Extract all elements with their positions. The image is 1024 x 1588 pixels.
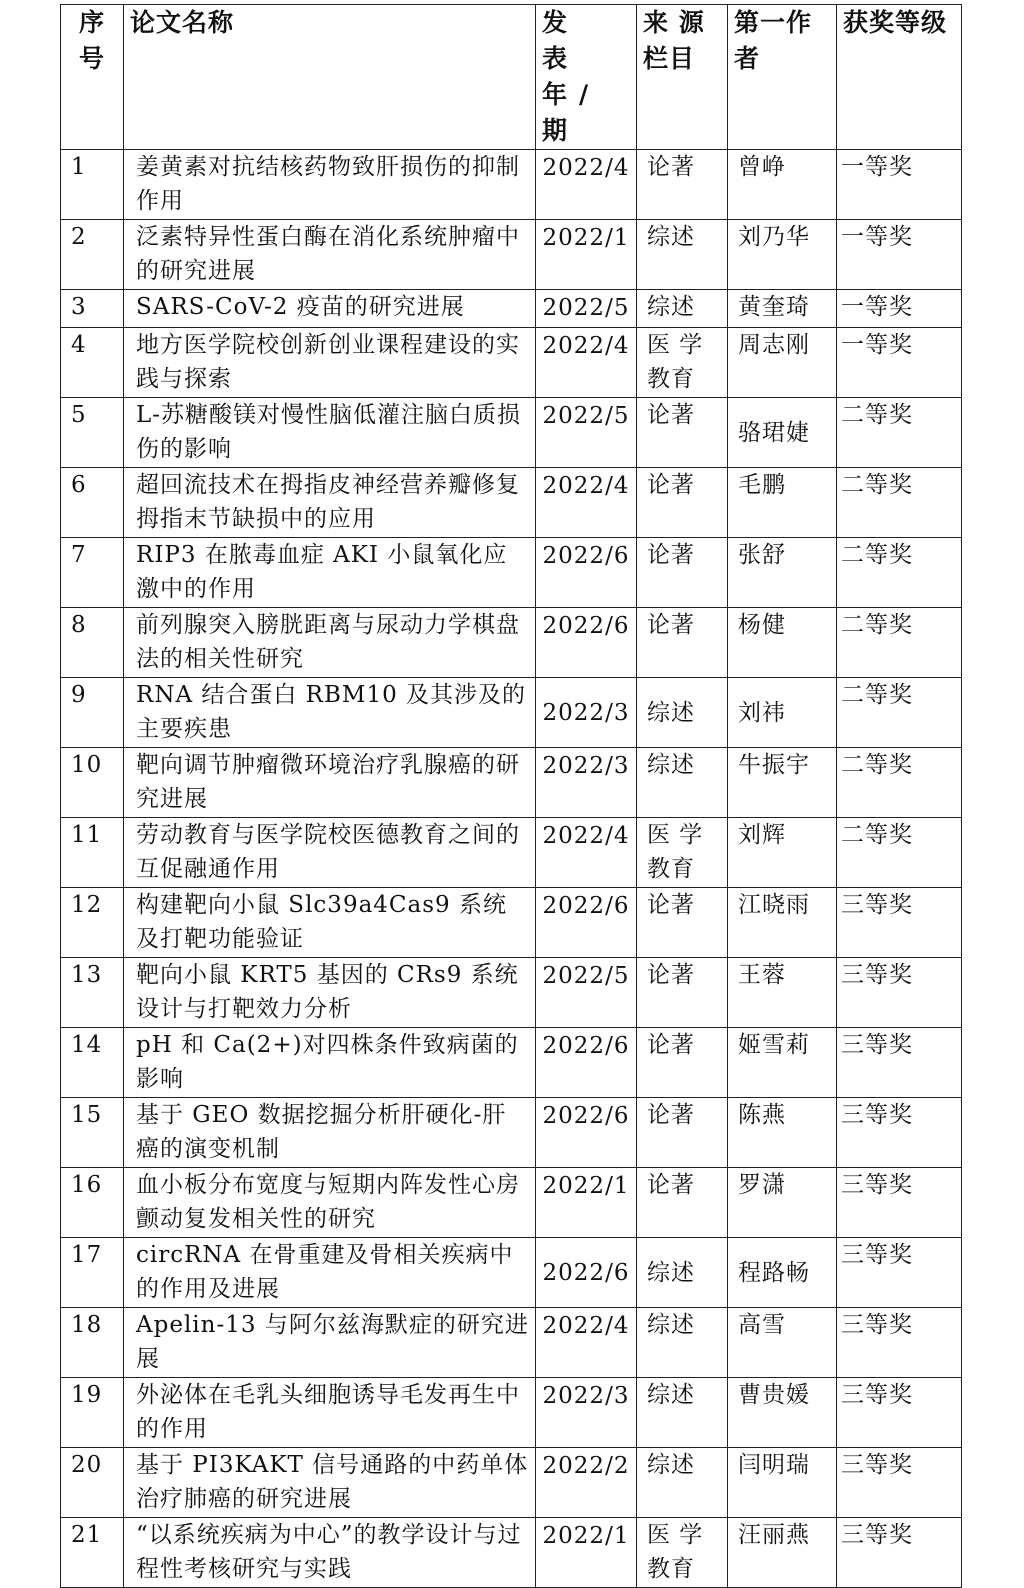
- first-author: 刘乃华: [728, 220, 837, 290]
- award-level: 三等奖: [837, 958, 962, 1028]
- first-author: 程路畅: [728, 1238, 837, 1308]
- publish-date: 2022/1: [536, 220, 637, 290]
- source-column: 论著: [637, 150, 728, 220]
- first-author: 陈燕: [728, 1098, 837, 1168]
- source-column: 论著: [637, 538, 728, 608]
- source-column: 综述: [637, 678, 728, 748]
- paper-no: 20: [61, 1448, 124, 1518]
- table-row: [61, 1308, 962, 1378]
- table-row: [61, 888, 962, 958]
- first-author: 杨健: [728, 608, 837, 678]
- paper-title: 基于 GEO 数据挖掘分析肝硬化-肝癌的演变机制: [124, 1098, 536, 1168]
- publish-date: 2022/4: [536, 468, 637, 538]
- source-column: 论著: [637, 1168, 728, 1238]
- paper-no: 21: [61, 1518, 124, 1588]
- award-level: 三等奖: [837, 1448, 962, 1518]
- first-author: 姬雪莉: [728, 1028, 837, 1098]
- first-author: 刘辉: [728, 818, 837, 888]
- paper-title: 劳动教育与医学院校医德教育之间的互促融通作用: [124, 818, 536, 888]
- source-column: 综述: [637, 1308, 728, 1378]
- paper-no: 16: [61, 1168, 124, 1238]
- first-author: 曾峥: [728, 150, 837, 220]
- paper-title: 基于 PI3KAKT 信号通路的中药单体治疗肺癌的研究进展: [124, 1448, 536, 1518]
- source-column: 论著: [637, 1028, 728, 1098]
- source-column: 综述: [637, 748, 728, 818]
- paper-title: 外泌体在毛乳头细胞诱导毛发再生中的作用: [124, 1378, 536, 1448]
- publish-date: 2022/1: [536, 1518, 637, 1588]
- table-row: [61, 398, 962, 468]
- source-column: 论著: [637, 398, 728, 468]
- first-author: 牛振宇: [728, 748, 837, 818]
- table-header-row: [61, 5, 962, 150]
- paper-title: pH 和 Ca(2+)对四株条件致病菌的影响: [124, 1028, 536, 1098]
- publish-date: 2022/6: [536, 608, 637, 678]
- source-column: 论著: [637, 958, 728, 1028]
- first-author: 曹贵媛: [728, 1378, 837, 1448]
- paper-no: 17: [61, 1238, 124, 1308]
- paper-title: SARS-CoV-2 疫苗的研究进展: [124, 290, 536, 328]
- first-author: 周志刚: [728, 328, 837, 398]
- publish-date: 2022/5: [536, 958, 637, 1028]
- paper-title: RIP3 在脓毒血症 AKI 小鼠氧化应激中的作用: [124, 538, 536, 608]
- table-row: [61, 220, 962, 290]
- paper-no: 6: [61, 468, 124, 538]
- paper-no: 5: [61, 398, 124, 468]
- source-column: 论著: [637, 468, 728, 538]
- paper-no: 18: [61, 1308, 124, 1378]
- table-row: [61, 608, 962, 678]
- source-column: 论著: [637, 608, 728, 678]
- award-level: 三等奖: [837, 1098, 962, 1168]
- paper-no: 14: [61, 1028, 124, 1098]
- paper-title: “以系统疾病为中心”的教学设计与过程性考核研究与实践: [124, 1518, 536, 1588]
- paper-no: 19: [61, 1378, 124, 1448]
- paper-title: RNA 结合蛋白 RBM10 及其涉及的主要疾患: [124, 678, 536, 748]
- publish-date: 2022/3: [536, 1378, 637, 1448]
- paper-no: 4: [61, 328, 124, 398]
- table-row: [61, 1518, 962, 1588]
- publish-date: 2022/6: [536, 888, 637, 958]
- paper-title: 姜黄素对抗结核药物致肝损伤的抑制作用: [124, 150, 536, 220]
- table-row: [61, 1448, 962, 1518]
- award-level: 二等奖: [837, 818, 962, 888]
- award-level: 二等奖: [837, 538, 962, 608]
- paper-title: 超回流技术在拇指皮神经营养瓣修复拇指末节缺损中的应用: [124, 468, 536, 538]
- first-author: 汪丽燕: [728, 1518, 837, 1588]
- source-column: 论著: [637, 1098, 728, 1168]
- paper-no: 9: [61, 678, 124, 748]
- publish-date: 2022/4: [536, 150, 637, 220]
- award-level: 一等奖: [837, 290, 962, 328]
- award-level: 三等奖: [837, 1028, 962, 1098]
- header-no: 序号: [61, 5, 124, 150]
- table-row: [61, 958, 962, 1028]
- table-row: [61, 328, 962, 398]
- source-column: 综述: [637, 290, 728, 328]
- publish-date: 2022/2: [536, 1448, 637, 1518]
- first-author: 王蓉: [728, 958, 837, 1028]
- header-author: 第一作 者: [728, 5, 837, 150]
- table-row: [61, 818, 962, 888]
- paper-no: 7: [61, 538, 124, 608]
- paper-title: 前列腺突入膀胱距离与尿动力学棋盘法的相关性研究: [124, 608, 536, 678]
- paper-title: circRNA 在骨重建及骨相关疾病中的作用及进展: [124, 1238, 536, 1308]
- publish-date: 2022/3: [536, 678, 637, 748]
- table-row: [61, 1098, 962, 1168]
- table-row: [61, 1168, 962, 1238]
- award-level: 三等奖: [837, 888, 962, 958]
- source-column: 综述: [637, 1448, 728, 1518]
- publish-date: 2022/1: [536, 1168, 637, 1238]
- source-column: 论著: [637, 888, 728, 958]
- first-author: 江晓雨: [728, 888, 837, 958]
- table-row: [61, 150, 962, 220]
- publish-date: 2022/4: [536, 328, 637, 398]
- source-column: 医 学 教育: [637, 1518, 728, 1588]
- table-row: [61, 678, 962, 748]
- award-level: 一等奖: [837, 150, 962, 220]
- award-level: 三等奖: [837, 1168, 962, 1238]
- paper-no: 11: [61, 818, 124, 888]
- award-level: 一等奖: [837, 220, 962, 290]
- award-level: 二等奖: [837, 468, 962, 538]
- publish-date: 2022/3: [536, 748, 637, 818]
- paper-no: 15: [61, 1098, 124, 1168]
- paper-title: L-苏糖酸镁对慢性脑低灌注脑白质损伤的影响: [124, 398, 536, 468]
- award-level: 三等奖: [837, 1518, 962, 1588]
- publish-date: 2022/6: [536, 538, 637, 608]
- award-level: 一等奖: [837, 328, 962, 398]
- paper-no: 10: [61, 748, 124, 818]
- publish-date: 2022/4: [536, 1308, 637, 1378]
- paper-no: 1: [61, 150, 124, 220]
- publish-date: 2022/4: [536, 818, 637, 888]
- paper-title: 血小板分布宽度与短期内阵发性心房颤动复发相关性的研究: [124, 1168, 536, 1238]
- award-level: 二等奖: [837, 398, 962, 468]
- source-column: 综述: [637, 220, 728, 290]
- award-level: 三等奖: [837, 1238, 962, 1308]
- paper-title: Apelin-13 与阿尔兹海默症的研究进展: [124, 1308, 536, 1378]
- paper-title: 构建靶向小鼠 Slc39a4Cas9 系统及打靶功能验证: [124, 888, 536, 958]
- table-row: [61, 290, 962, 328]
- source-column: 综述: [637, 1378, 728, 1448]
- first-author: 高雪: [728, 1308, 837, 1378]
- paper-title: 泛素特异性蛋白酶在消化系统肿瘤中的研究进展: [124, 220, 536, 290]
- paper-no: 8: [61, 608, 124, 678]
- award-level: 三等奖: [837, 1378, 962, 1448]
- award-papers-table: [60, 4, 962, 1588]
- paper-title: 靶向调节肿瘤微环境治疗乳腺癌的研究进展: [124, 748, 536, 818]
- first-author: 骆珺婕: [728, 398, 837, 468]
- paper-no: 12: [61, 888, 124, 958]
- award-level: 三等奖: [837, 1308, 962, 1378]
- table-row: [61, 1378, 962, 1448]
- first-author: 张舒: [728, 538, 837, 608]
- header-title: 论文名称: [124, 5, 536, 150]
- publish-date: 2022/6: [536, 1238, 637, 1308]
- table-row: [61, 1238, 962, 1308]
- source-column: 医 学 教育: [637, 818, 728, 888]
- first-author: 罗潇: [728, 1168, 837, 1238]
- header-date: 发 表 年/期: [536, 5, 637, 150]
- header-award: 获奖等级: [837, 5, 962, 150]
- paper-no: 3: [61, 290, 124, 328]
- award-level: 二等奖: [837, 748, 962, 818]
- table-row: [61, 538, 962, 608]
- publish-date: 2022/5: [536, 290, 637, 328]
- header-column: 来 源 栏目: [637, 5, 728, 150]
- award-level: 二等奖: [837, 678, 962, 748]
- source-column: 综述: [637, 1238, 728, 1308]
- paper-no: 13: [61, 958, 124, 1028]
- first-author: 刘祎: [728, 678, 837, 748]
- source-column: 医 学 教育: [637, 328, 728, 398]
- first-author: 毛鹏: [728, 468, 837, 538]
- award-level: 二等奖: [837, 608, 962, 678]
- publish-date: 2022/5: [536, 398, 637, 468]
- paper-title: 靶向小鼠 KRT5 基因的 CRs9 系统设计与打靶效力分析: [124, 958, 536, 1028]
- first-author: 黄奎琦: [728, 290, 837, 328]
- publish-date: 2022/6: [536, 1098, 637, 1168]
- paper-no: 2: [61, 220, 124, 290]
- table-row: [61, 748, 962, 818]
- paper-title: 地方医学院校创新创业课程建设的实践与探索: [124, 328, 536, 398]
- first-author: 闫明瑞: [728, 1448, 837, 1518]
- table-row: [61, 1028, 962, 1098]
- table-row: [61, 468, 962, 538]
- publish-date: 2022/6: [536, 1028, 637, 1098]
